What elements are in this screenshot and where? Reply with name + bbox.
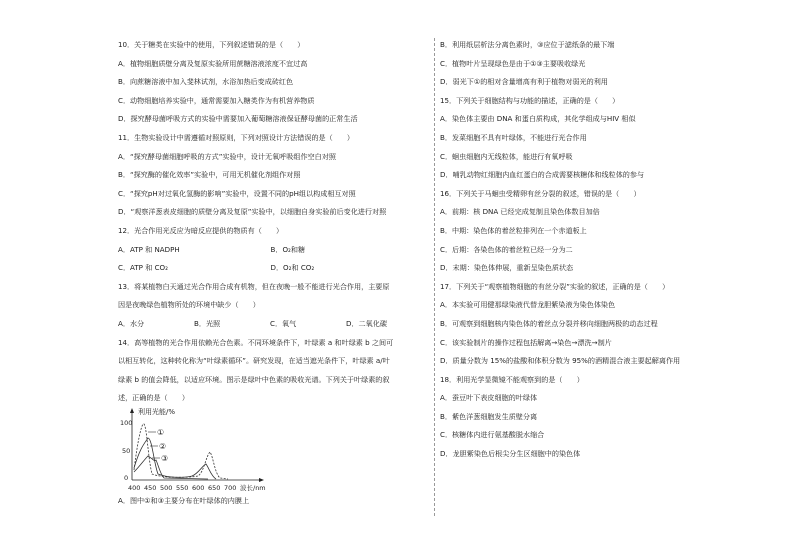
- q18-option-c: C．核糖体内进行氨基酸脱水缩合: [440, 430, 545, 440]
- q17-option-a: A．本实验可用健那绿染液代替龙胆紫染液为染色体染色: [440, 300, 616, 310]
- q15-stem: 15．下列关于细胞结构与功能的描述，正确的是（ ）: [440, 95, 620, 105]
- q15-option-d: D．哺乳动物红细胞内血红蛋白的合成需要核糖体和线粒体的参与: [440, 170, 645, 180]
- x-tick-500: 500: [160, 483, 173, 492]
- x-axis-arrow-icon: [259, 478, 264, 482]
- q17-option-d: D．质量分数为 15%的盐酸和体积分数为 95%的酒精混合液主要起解离作用: [440, 356, 681, 366]
- q10-stem: 10．关于糖类在实验中的使用，下列叙述错误的是（ ）: [118, 40, 305, 49]
- curve-1-label: ①: [157, 427, 165, 437]
- absorption-spectrum-svg: [118, 408, 278, 498]
- q15-option-a: A．染色体主要由 DNA 和蛋白质构成，其化学组成与HIV 相似: [440, 114, 636, 124]
- q14-option-a: A．图中①和③主要分布在叶绿体的内膜上: [118, 495, 250, 505]
- q14-stem-line1: 14．高等植物的光合作用依赖光合色素。不同环境条件下，叶绿素 a 和叶绿素 b 之间可: [118, 337, 394, 347]
- y-axis-label: 利用光能/%: [138, 407, 176, 416]
- q16-option-d: D．末期：染色体伸展，重新呈染色质状态: [440, 263, 574, 273]
- y-axis-arrow-icon: [130, 408, 134, 413]
- q13-options: [118, 319, 423, 328]
- q11-option-b: B．“探究酶的催化效率”实验中，可用无机催化剂组作对照: [118, 170, 301, 180]
- q12-option-d: D．O₂和 CO₂: [270, 263, 315, 273]
- q12-stem: 12．光合作用光反应为暗反应提供的物质有（ ）: [118, 225, 284, 235]
- q10-option-a: A．植物细胞质壁分离及复原实验所用蔗糖溶液浓度不宜过高: [118, 58, 308, 68]
- q12-option-a: A．ATP 和 NADPH: [118, 244, 180, 254]
- curve-2: [134, 438, 216, 479]
- q16-option-b: B．中期：染色体的着丝粒排列在一个赤道板上: [440, 225, 587, 235]
- q17-stem: 17．下列关于“观察植物细胞的有丝分裂”实验的叙述，正确的是（ ）: [440, 281, 670, 291]
- y-tick-50: 50: [122, 446, 131, 455]
- x-tick-550: 550: [176, 483, 189, 492]
- curve-2-label: ②: [159, 441, 167, 451]
- q14-stem-line4: 述，正确的是（ ）: [118, 393, 189, 403]
- q15-option-c: C．蛔虫细胞内无线粒体，能进行有氧呼吸: [440, 151, 573, 161]
- q13-stem-line2: 因是夜晚绿色植物所处的环境中缺少（ ）: [118, 300, 260, 310]
- absorption-spectrum-figure: [118, 408, 423, 490]
- right-column: [440, 40, 740, 468]
- q13-stem-line1: 13．将某植物白天通过光合作用合成有机物，但在夜晚一般不能进行光合作用，主要原: [118, 281, 390, 291]
- q14-option-b: B．利用纸层析法分离色素时，③应位于滤纸条的最下端: [440, 40, 615, 49]
- q10-option-c: C．动物细胞培养实验中，通常需要加入糖类作为有机营养物质: [118, 95, 315, 105]
- y-tick-0: 0: [124, 473, 129, 482]
- curve-3: [134, 453, 208, 479]
- q10-option-b: B．向蔗糖溶液中加入斐林试剂，水浴加热后变成砖红色: [118, 77, 294, 87]
- q15-option-b: B．发菜细胞不具有叶绿体，不能进行光合作用: [440, 132, 587, 142]
- x-tick-700: 700: [224, 483, 237, 492]
- q13-option-d: D．二氧化碳: [346, 318, 387, 328]
- q18-option-a: A．蚕豆叶下表皮细胞的叶绿体: [440, 393, 538, 403]
- q14-stem-line3: 绿素 b 的值会降低，以适应环境。图示是绿叶中色素的吸收光谱。下列关于叶绿素的叙: [118, 374, 390, 384]
- q11-option-a: A．“探究酵母菌细胞呼吸的方式”实验中，设计无氧呼吸组作空白对照: [118, 151, 336, 161]
- q13-option-c: C．氧气: [270, 318, 297, 328]
- q14-option-c: C．植物叶片呈现绿色是由于①③主要吸收绿光: [440, 58, 586, 68]
- x-tick-650: 650: [208, 483, 221, 492]
- q11-stem: 11．生物实验设计中需遵循对照原则，下列对照设计方法错误的是（ ）: [118, 132, 355, 142]
- q13-option-b: B．光照: [194, 318, 221, 328]
- q18-stem: 18．利用光学显微镜不能观察到的是（ ）: [440, 374, 584, 384]
- q12-options-row2: [118, 263, 423, 272]
- q12-option-c: C．ATP 和 CO₂: [118, 263, 168, 273]
- q12-option-b: B．O₂和糖: [270, 244, 306, 254]
- curve-3-label: ③: [161, 453, 169, 463]
- q17-option-b: B．可观察到细胞核内染色体的着丝点分裂并移向细胞两极的动态过程: [440, 318, 658, 328]
- x-tick-600: 600: [192, 483, 205, 492]
- q11-option-c: C．“探究pH对过氧化氢酶的影响”实验中，设置不同的pH组以构成相互对照: [118, 188, 356, 198]
- q11-option-d: D．“观察洋葱表皮细胞的质壁分离及复原”实验中，以细胞自身实验前后变化进行对照: [118, 207, 387, 217]
- q17-option-c: C．该实验制片的操作过程包括解离→染色→漂洗→制片: [440, 337, 612, 347]
- q12-options-row1: [118, 245, 423, 254]
- q16-option-a: A．前期：核 DNA 已经完成复制且染色体数目加倍: [440, 207, 600, 217]
- q13-option-a: A．水分: [118, 318, 145, 328]
- x-tick-450: 450: [144, 483, 157, 492]
- column-divider: [434, 38, 435, 516]
- q14-stem-line2: 以相互转化，这种转化称为“叶绿素循环”。研究发现，在适当遮光条件下，叶绿素 a/叶: [118, 356, 390, 366]
- q16-option-c: C．后期：各染色体的着丝粒已经一分为二: [440, 244, 573, 254]
- q18-option-d: D．龙胆紫染色后根尖分生区细胞中的染色体: [440, 449, 581, 459]
- y-tick-100: 100: [120, 418, 133, 427]
- x-tick-400: 400: [128, 483, 141, 492]
- left-column: [118, 40, 423, 514]
- q14-option-d: D．弱光下①的相对含量增高有利于植物对弱光的利用: [440, 77, 608, 87]
- x-axis-label: 波长/nm: [240, 483, 266, 492]
- q16-stem: 16．下列关于马蛔虫受精卵有丝分裂的叙述，错误的是（ ）: [440, 188, 641, 198]
- q18-option-b: B．紫色洋葱细胞发生质壁分离: [440, 411, 538, 421]
- q10-option-d: D．探究酵母菌呼吸方式的实验中需要加入葡萄糖溶液保证酵母菌的正常生活: [118, 114, 358, 124]
